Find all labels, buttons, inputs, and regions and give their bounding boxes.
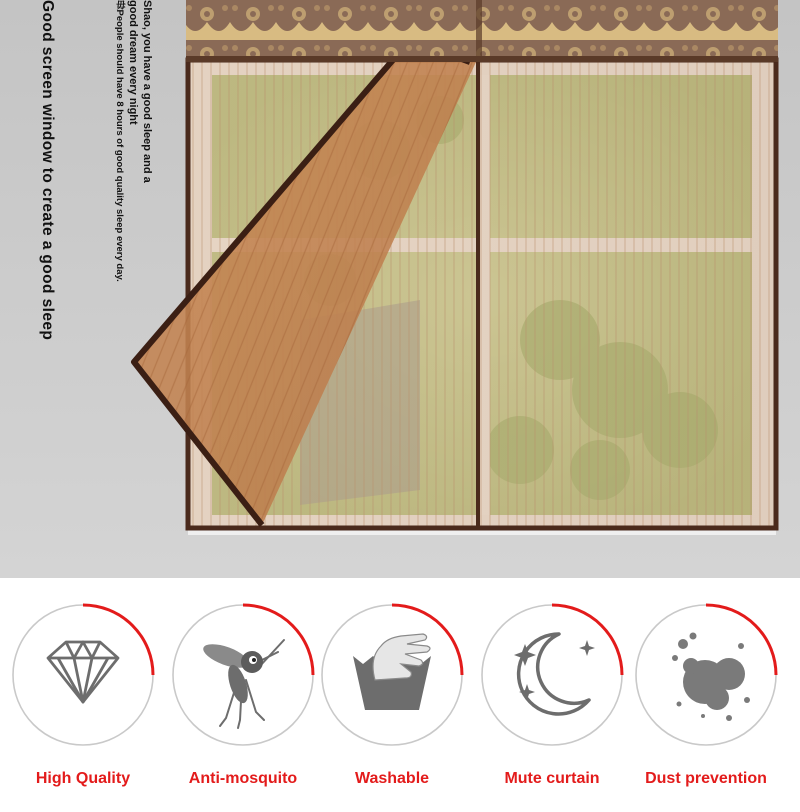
feature-washable: [314, 600, 470, 800]
blurb-line-2: good dream every night: [127, 0, 139, 125]
blurb-line-3: [112, 0, 126, 282]
feature-high-quality: [5, 600, 161, 800]
blurb-mark: 毋: [114, 0, 125, 10]
feature-dust-prevention: [628, 600, 784, 800]
washing-hand-icon: [317, 600, 467, 750]
hero-blurb: [108, 0, 154, 282]
dust-icon: [631, 600, 781, 750]
feature-label: Washable: [354, 770, 430, 787]
diamond-icon: [8, 600, 158, 750]
blurb-line-1: Shao, you have a good sleep and a: [141, 0, 153, 183]
feature-label: Mute curtain: [504, 770, 600, 787]
feature-label: Dust prevention: [645, 770, 767, 787]
feature-row: [0, 578, 800, 812]
hero-tagline: Good screen window to create a good sleep: [39, 0, 56, 341]
feature-label: High Quality: [35, 770, 131, 787]
feature-mute-curtain: [474, 600, 630, 800]
feature-anti-mosquito: [165, 600, 321, 800]
feature-label: Anti-mosquito: [188, 770, 298, 787]
moon-stars-icon: [477, 600, 627, 750]
blurb-line-3-text: People should have 8 hours of good quality sleep every day.: [114, 9, 125, 282]
mosquito-icon: [168, 600, 318, 750]
